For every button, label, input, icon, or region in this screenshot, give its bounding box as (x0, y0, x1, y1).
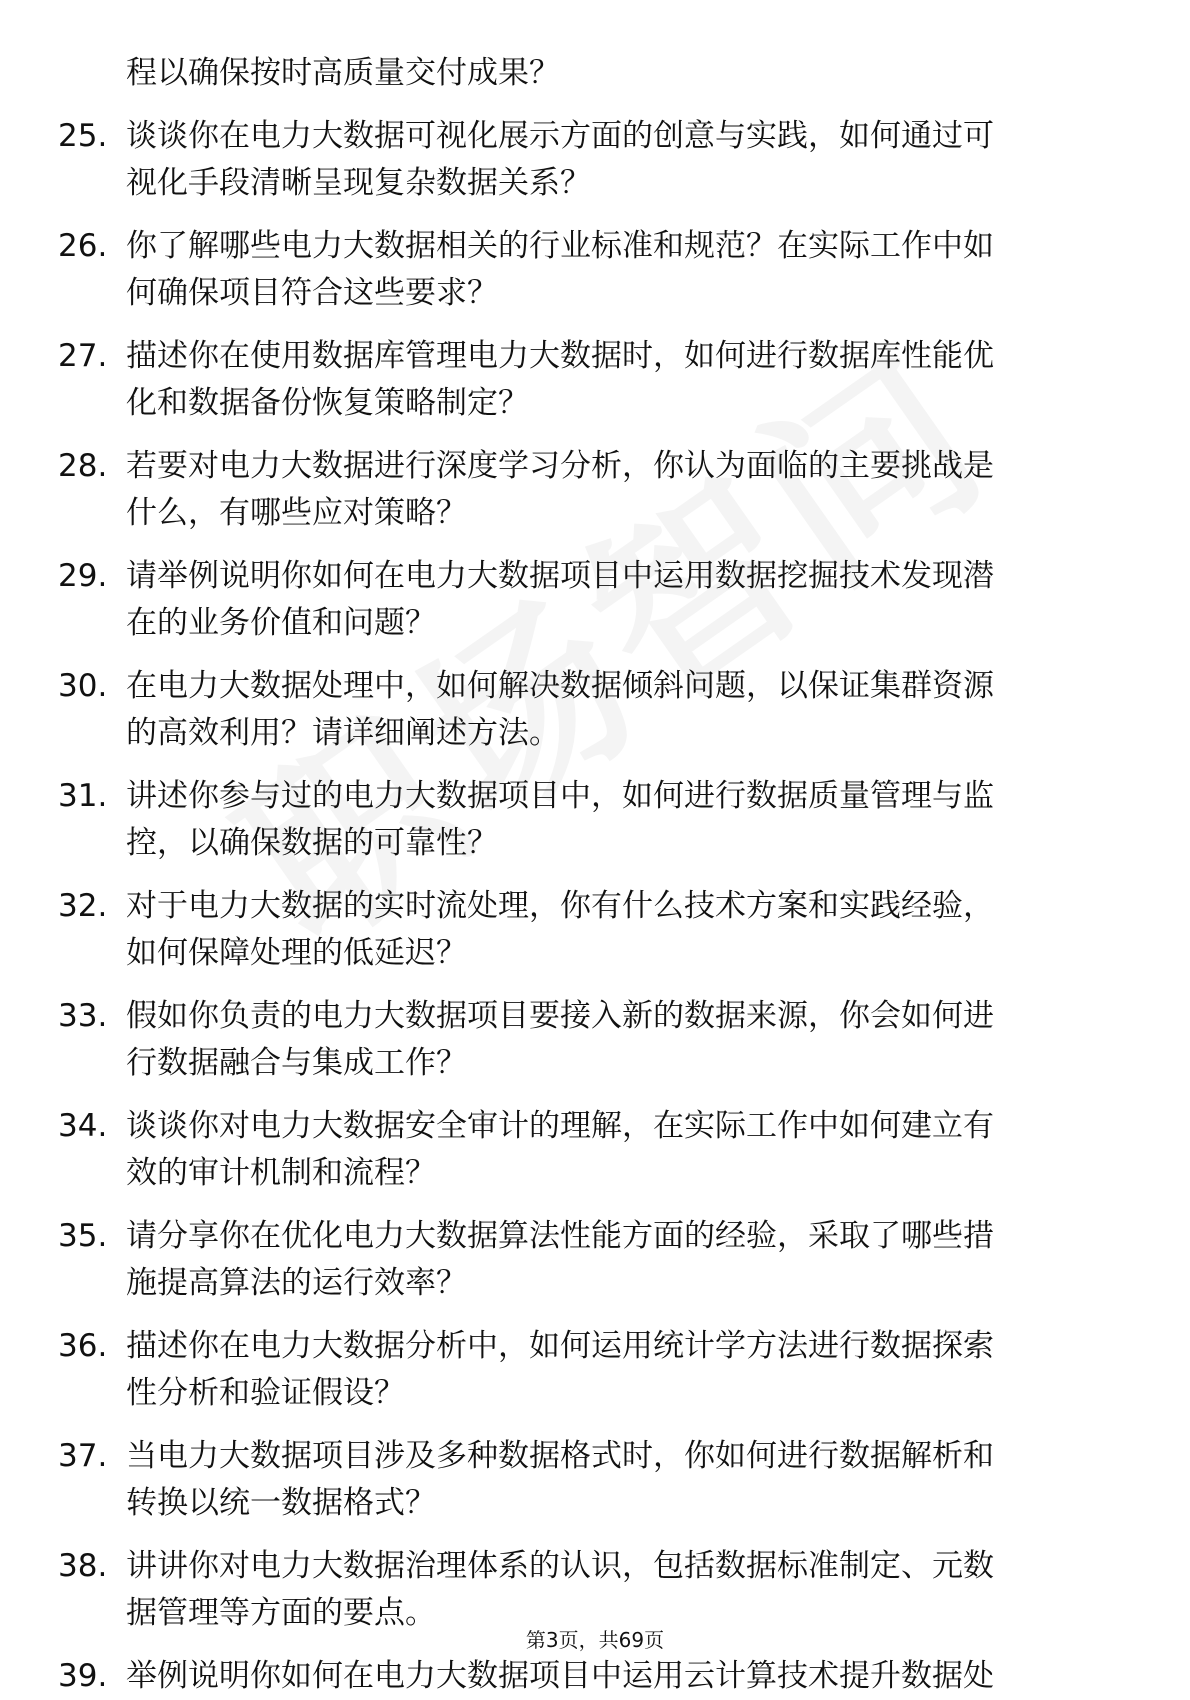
question-line (58, 490, 1138, 537)
question-text: 讲述你参与过的电力大数据项目中，如何进行数据质量管理与监 (126, 778, 994, 814)
question-text: 举例说明你如何在电力大数据项目中运用云计算技术提升数据处 (126, 1658, 994, 1694)
question-text: 在的业务价值和问题？ (126, 605, 436, 641)
question-text: 谈谈你对电力大数据安全审计的理解，在实际工作中如何建立有 (126, 1108, 994, 1144)
question-line (58, 1103, 1138, 1150)
question-gap (58, 1417, 1138, 1433)
continuation-line (58, 50, 1138, 97)
question-gap (58, 317, 1138, 333)
question-line (58, 1040, 1138, 1087)
question-line (58, 113, 1138, 160)
question-gap (58, 207, 1138, 223)
question-gap (58, 977, 1138, 993)
question-line (58, 993, 1138, 1040)
question-gap (58, 1197, 1138, 1213)
question-line (58, 333, 1138, 380)
question-line (58, 1433, 1138, 1480)
continuation-text: 程以确保按时高质量交付成果？ (126, 55, 560, 91)
question-text: 在电力大数据处理中，如何解决数据倾斜问题，以保证集群资源 (126, 668, 994, 704)
question-number: 35. (58, 1218, 108, 1254)
question-text: 性分析和验证假设？ (126, 1375, 405, 1411)
question-text: 对于电力大数据的实时流处理，你有什么技术方案和实践经验， (126, 888, 994, 924)
question-line (58, 883, 1138, 930)
question-item (58, 1433, 1138, 1527)
question-line (58, 1213, 1138, 1260)
question-line (58, 223, 1138, 270)
question-item (58, 113, 1138, 207)
question-number: 37. (58, 1438, 108, 1474)
question-text: 化和数据备份恢复策略制定？ (126, 385, 529, 421)
question-line (58, 553, 1138, 600)
question-line (58, 160, 1138, 207)
question-number: 26. (58, 228, 108, 264)
question-number: 34. (58, 1108, 108, 1144)
document-body (58, 50, 1138, 1700)
question-number: 30. (58, 668, 108, 704)
question-line (58, 710, 1138, 757)
question-text: 施提高算法的运行效率？ (126, 1265, 467, 1301)
question-text: 讲讲你对电力大数据治理体系的认识，包括数据标准制定、元数 (126, 1548, 994, 1584)
question-item (58, 443, 1138, 537)
question-gap (58, 1087, 1138, 1103)
question-gap (58, 1307, 1138, 1323)
question-gap (58, 867, 1138, 883)
question-line (58, 1480, 1138, 1527)
question-item (58, 993, 1138, 1087)
question-line (58, 270, 1138, 317)
question-text: 如何保障处理的低延迟？ (126, 935, 467, 971)
question-item (58, 333, 1138, 427)
question-line (58, 1543, 1138, 1590)
question-text: 描述你在使用数据库管理电力大数据时，如何进行数据库性能优 (126, 338, 994, 374)
question-text: 假如你负责的电力大数据项目要接入新的数据来源，你会如何进 (126, 998, 994, 1034)
question-number: 38. (58, 1548, 108, 1584)
question-number: 31. (58, 778, 108, 814)
question-item (58, 553, 1138, 647)
question-number: 33. (58, 998, 108, 1034)
question-text: 据管理等方面的要点。 (126, 1595, 436, 1631)
question-line (58, 600, 1138, 647)
question-line (58, 930, 1138, 977)
question-line (58, 773, 1138, 820)
question-text: 效的审计机制和流程？ (126, 1155, 436, 1191)
question-item (58, 883, 1138, 977)
question-text: 的高效利用？请详细阐述方法。 (126, 715, 560, 751)
question-item (58, 773, 1138, 867)
question-number: 39. (58, 1658, 108, 1694)
question-text: 什么，有哪些应对策略？ (126, 495, 467, 531)
question-line (58, 820, 1138, 867)
question-line (58, 443, 1138, 490)
page-footer: 第3页，共69页 (525, 1628, 665, 1652)
question-line (58, 1150, 1138, 1197)
question-number: 36. (58, 1328, 108, 1364)
question-item (58, 1323, 1138, 1417)
question-text: 行数据融合与集成工作？ (126, 1045, 467, 1081)
question-text: 请分享你在优化电力大数据算法性能方面的经验，采取了哪些措 (126, 1218, 994, 1254)
question-gap (58, 97, 1138, 113)
question-number: 27. (58, 338, 108, 374)
question-text: 控，以确保数据的可靠性？ (126, 825, 498, 861)
question-text: 若要对电力大数据进行深度学习分析，你认为面临的主要挑战是 (126, 448, 994, 484)
question-list (58, 97, 1138, 1700)
question-text: 请举例说明你如何在电力大数据项目中运用数据挖掘技术发现潜 (126, 558, 994, 594)
question-item (58, 223, 1138, 317)
question-gap (58, 537, 1138, 553)
question-gap (58, 1527, 1138, 1543)
question-line (58, 663, 1138, 710)
question-item (58, 1543, 1138, 1637)
question-item (58, 1213, 1138, 1307)
question-number: 32. (58, 888, 108, 924)
question-item (58, 663, 1138, 757)
question-line (58, 1370, 1138, 1417)
question-text: 何确保项目符合这些要求？ (126, 275, 498, 311)
question-gap (58, 647, 1138, 663)
question-gap (58, 757, 1138, 773)
question-text: 视化手段清晰呈现复杂数据关系？ (126, 165, 591, 201)
question-line (58, 1260, 1138, 1307)
question-gap (58, 427, 1138, 443)
question-number: 29. (58, 558, 108, 594)
question-text: 描述你在电力大数据分析中，如何运用统计学方法进行数据探索 (126, 1328, 994, 1364)
question-text: 你了解哪些电力大数据相关的行业标准和规范？在实际工作中如 (126, 228, 994, 264)
question-text: 谈谈你在电力大数据可视化展示方面的创意与实践，如何通过可 (126, 118, 994, 154)
question-line (58, 380, 1138, 427)
question-item (58, 1103, 1138, 1197)
question-line (58, 1323, 1138, 1370)
question-text: 当电力大数据项目涉及多种数据格式时，你如何进行数据解析和 (126, 1438, 994, 1474)
question-number: 25. (58, 118, 108, 154)
question-text: 转换以统一数据格式？ (126, 1485, 436, 1521)
question-number: 28. (58, 448, 108, 484)
question-line (58, 1653, 1138, 1700)
question-item (58, 1653, 1138, 1700)
